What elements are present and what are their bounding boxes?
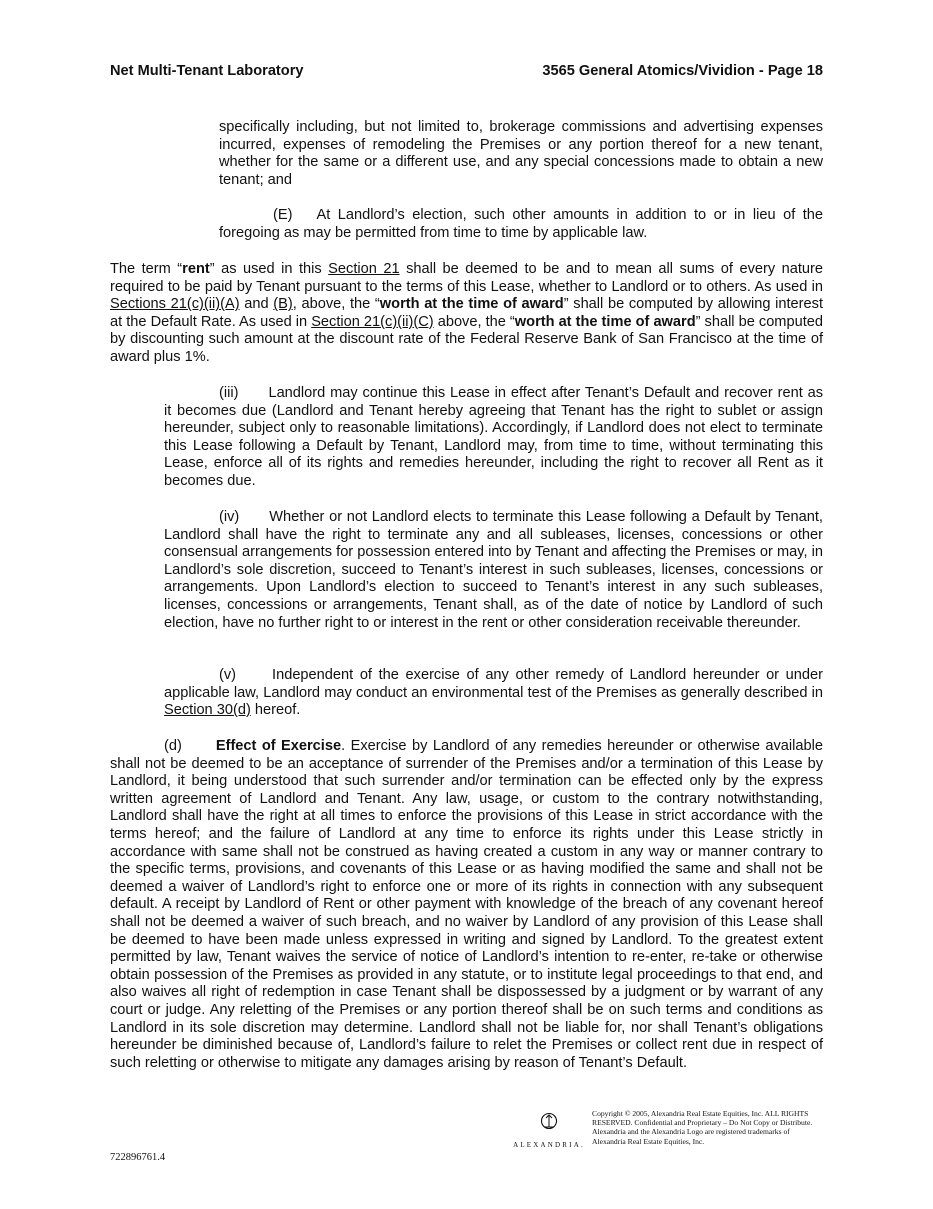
paragraph-text: . Exercise by Landlord of any remedies hereunder or otherwise available shall not be deemed to be an acceptance of surrender of the Premises and/or a termination of this Lease by Landlord, it being understood that such surrender and/or termination can be effected only by the express written agreement of Landlord and Tenant. Any law, usage, or custom to the contrary notwithstanding, Landlord shall have the right at all times to enforce the provisions of this Lease in strict accordance with the terms hereof; and the failure of Landlord at any time to enforce its rights under this Lease strictly in accordance with same shall not be construed as having created a custom in any way or manner contrary to the specific terms, provisions, and covenants of this Lease or as having modified the same and shall not be deemed a waiver of Landlord’s right to enforce one or more of its rights in connection with any subsequent default. A receipt by Landlord of Rent or other payment with knowledge of the breach of any covenant hereof shall not be deemed a waiver of such breach, and no waiver by Landlord of any provision of this Lease shall be deemed to have been made unless expressed in writing and signed by Landlord. To the greatest extent permitted by law, Tenant waives the service of notice of Landlord’s intention to re-enter, re-take or otherwise obtain possession of the Premises as provided in any statute, or to institute legal proceedings to that end, and also waives all right of redemption in case Tenant shall be dispossessed by a judgment or by warrant of any court or judge. Any reletting of the Premises or any portion thereof shall be on such terms and conditions as Landlord in its sole discretion may determine. Landlord shall not be liable for, nor shall Tenant’s obligations hereunder be diminished because of, Landlord’s failure to relet the Premises or collect rent due in respect of such reletting or otherwise to mitigate any damages arising by reason of Tenant’s Default. (110, 738, 823, 1071)
paragraph-label: (d) (164, 738, 182, 754)
paragraph-rent-definition: The term “rent” as used in this Section 21 shall be deemed to be and to mean all sums of every nature required to be paid by Tenant pursuant to the terms of this Lease, whether to Landlord or to others. As used in Sections 21(c)(ii)(A) and (B), above, the “worth at the time of award” shall be computed by allowing interest at the Default Rate. As used in Section 21(c)(ii)(C) above, the “worth at the time of award” shall be computed by discounting such amount at the discount rate of the Federal Reserve Bank of San Francisco at the time of award plus 1%. (110, 261, 823, 365)
alexandria-seal-icon (539, 1112, 559, 1130)
paragraph-label: (E) (273, 207, 293, 223)
alexandria-logo (512, 1112, 586, 1154)
document-number: 722896761.4 (110, 1152, 166, 1163)
paragraph-label: (v) (219, 667, 237, 683)
paragraph-text: Whether or not Landlord elects to terminate this Lease following a Default by Tenant, Landlord shall have the right to terminate any and all subleases, licenses, concessions or other consensual arrangements for possession entered into by Tenant and affecting the Premises or may, in Landlord’s sole discretion, succeed to Tenant’s interest in such subleases, licenses, concessions or arrangements. Upon Landlord’s election to succeed to Tenant’s interest in any such subleases, licenses, concessions or arrangements, Tenant shall, as of the date of notice by Landlord of such election, have no further right to or interest in the rent or other consideration receivable thereunder. (164, 509, 823, 631)
paragraph-iii (164, 385, 823, 491)
section-21-reference: Section 21 (328, 261, 400, 277)
paragraph-v: (v) Independent of the exercise of any other remedy of Landlord hereunder or under applicable law, Landlord may conduct an environmental test of the Premises as generally described in Section 30(d) hereof. (164, 667, 823, 719)
copyright-notice: Copyright © 2005, Alexandria Real Estate Equities, Inc. ALL RIGHTS RESERVED. Confidential and Proprietary – Do Not Copy or Distribute. Alexandria and the Alexandria Logo are registered trademarks of Alexandria Real Estate Equities, Inc. (592, 1109, 813, 1146)
section-21-c-ii-a-reference: Sections 21(c)(ii)(A) (110, 296, 240, 313)
paragraph-d-effect-of-exercise (110, 738, 823, 1072)
logo-wordmark: ALEXANDRIA. (513, 1140, 585, 1149)
section-21-c-ii-c-reference: Section 21(c)(ii)(C) (311, 313, 434, 330)
section-30-d-reference: Section 30(d) (164, 702, 251, 719)
paragraph-text: At Landlord’s election, such other amounts in addition to or in lieu of the foregoing as may be permitted from time to time by applicable law. (219, 207, 823, 241)
paragraph-e (219, 207, 823, 242)
term-worth-at-time-of-award: worth at the time of award (379, 296, 564, 313)
paragraph-iv (164, 509, 823, 632)
section-b-reference: (B) (273, 296, 293, 313)
paragraph-label: (iv) (219, 509, 240, 525)
paragraph-heading: Effect of Exercise (215, 738, 342, 754)
header-title: Net Multi-Tenant Laboratory (110, 63, 304, 79)
paragraph-continuation: specifically including, but not limited to, brokerage commissions and advertising expenses incurred, expenses of remodeling the Premises or any portion thereof for a new tenant, whether for the same or a different use, and any special concessions made to obtain a new tenant; and (219, 119, 823, 188)
term-rent: rent (182, 261, 210, 277)
term-worth-at-time-of-award-2: worth at the time of award (514, 313, 696, 330)
header-page-reference: 3565 General Atomics/Vividion - Page 18 (542, 63, 823, 79)
paragraph-text: Landlord may continue this Lease in effect after Tenant’s Default and recover rent as it becomes due (Landlord and Tenant hereby agreeing that Tenant has the right to sublet or assign hereunder, subject only to reasonable limitations). Accordingly, if Landlord does not elect to terminate this Lease following a Default by Tenant, Landlord may, from time to time, without terminating this Lease, enforce all of its rights and remedies hereunder, including the right to recover all Rent as it becomes due. (164, 385, 823, 489)
paragraph-label: (iii) (219, 385, 239, 401)
